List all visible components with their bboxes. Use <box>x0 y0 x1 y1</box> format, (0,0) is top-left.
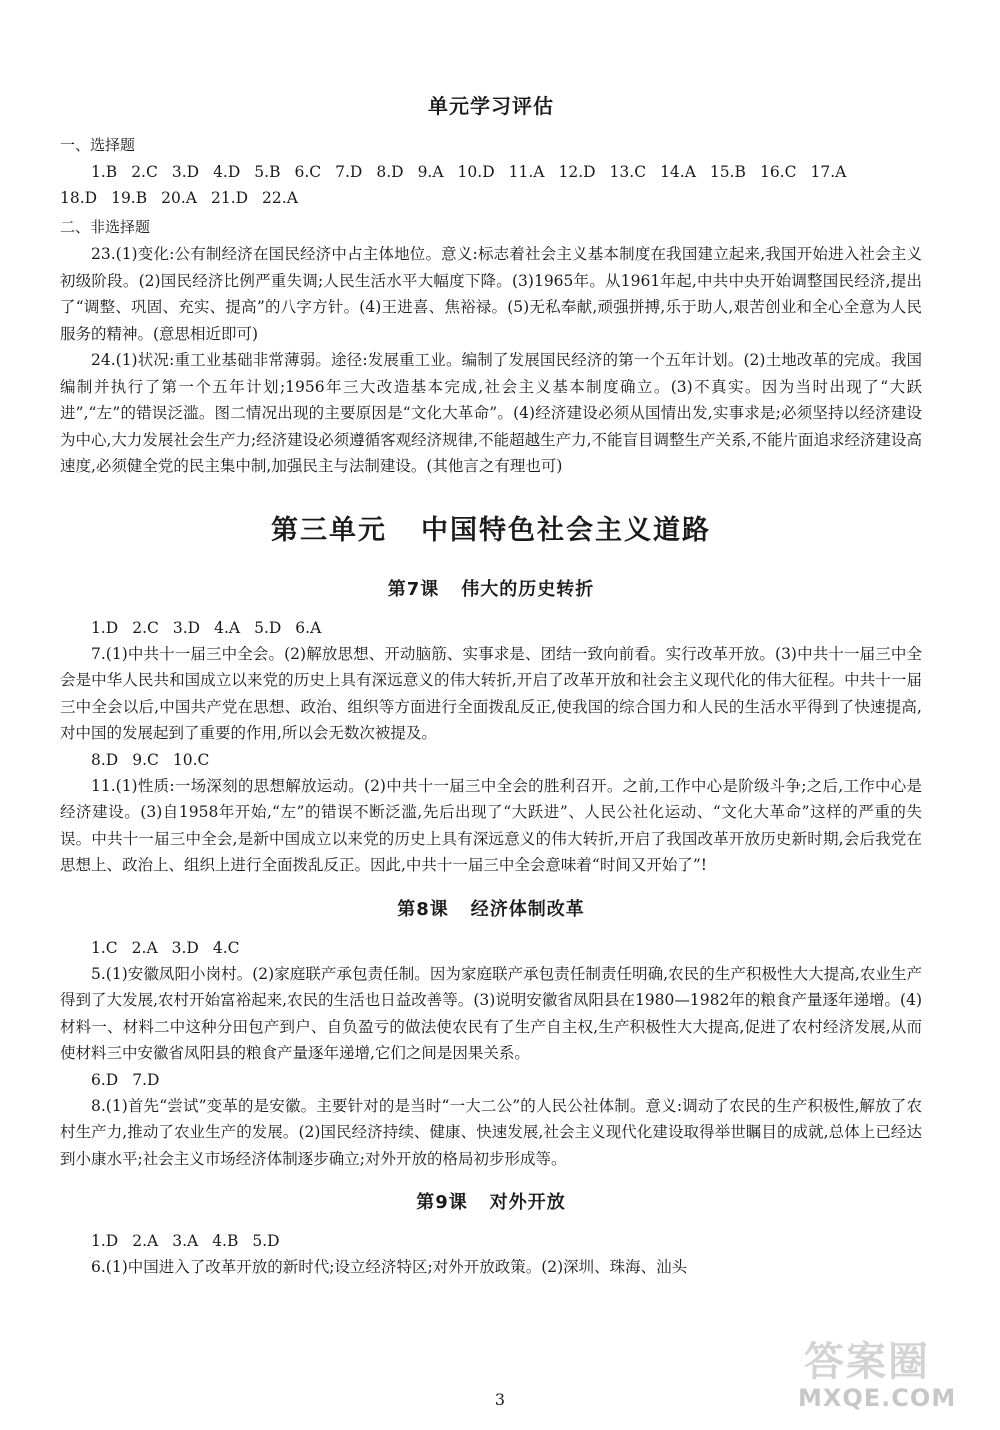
answer-item: 4.D <box>213 163 241 181</box>
lesson8-answer-q8: 8.(1)首先“尝试”变革的是安徽。主要针对的是当时“一大二公”的人民公社体制。意义:调动了农民的生产积极性,解放了农村生产力,推动了农业生产的发展。(2)国民经济持续、健康、快速发展,社会主义现代化建设取得举世瞩目的成就,总体上已经达到小康水平;社会主义市场经济体制逐步确立;对外开放的格局初步形成等。 <box>60 1096 922 1168</box>
unit3-heading <box>60 508 922 547</box>
answer-item: 2.C <box>131 163 158 181</box>
answer-item: 5.B <box>254 163 281 181</box>
answer-item: 9.A <box>417 163 444 181</box>
answer-item: 22.A <box>262 189 298 207</box>
unit3-title: 中国特色社会主义道路 <box>421 514 711 546</box>
answer-item: 5.D <box>254 618 282 637</box>
lesson9-answer-q6: 6.(1)中国进入了改革开放的新时代;设立经济特区;对外开放政策。(2)深圳、珠海、汕头 <box>91 1258 688 1276</box>
answer-q23: 23.(1)变化:公有制经济在国民经济中占主体地位。意义:标志着社会主义基本制度在我国建立起来,我国开始进入社会主义初级阶段。(2)国民经济比例严重失调;人民生活水平大幅度下降。(3)1965年。从1961年起,中共中央开始调整国民经济,提出了“调整、巩固、充实、提高”的八字方针。(4)王进喜、焦裕禄。(5)无私奉献,顽强拼搏,乐于助人,艰苦创业和全心全意为人民服务的精神。(意思相近即可) <box>60 245 922 343</box>
answer-q24: 24.(1)状况:重工业基础非常薄弱。途径:发展重工业。编制了发展国民经济的第一个五年计划。(2)土地改革的完成。我国编制并执行了第一个五年计划;1956年三大改造基本完成,社会主义基本制度确立。(3)不真实。因为当时出现了“大跃进”,“左”的错误泛滥。图二情况出现的主要原因是“文化大革命”。(4)经济建设必须从国情出发,实事求是;必须坚持以经济建设为中心,大力发展社会生产力;经济建设必须遵循客观经济规律,不能超越生产力,不能盲目调整生产关系,不能片面追求经济建设高速度,必须健全党的民主集中制,加强民主与法制建设。(其他言之有理也可) <box>60 351 922 475</box>
lesson8-answers-1 <box>60 935 922 961</box>
answer-item: 8.D <box>91 750 119 769</box>
answer-item: 16.C <box>759 163 797 181</box>
answer-item: 5.D <box>252 1232 280 1250</box>
answer-item: 3.D <box>171 163 200 181</box>
answer-item: 2.C <box>132 618 159 637</box>
answer-item: 9.C <box>132 750 159 769</box>
answer-item: 3.A <box>172 1232 199 1250</box>
nonchoice-heading: 二、非选择题 <box>60 218 151 236</box>
answer-item: 6.A <box>295 618 322 637</box>
answer-item: 10.D <box>457 163 495 181</box>
lesson7-heading <box>60 575 922 601</box>
answer-item: 13.C <box>609 163 647 181</box>
answer-item: 8.D <box>376 163 404 181</box>
unit-review-title: 单元学习评估 <box>428 94 554 118</box>
lesson7-answer-q7: 7.(1)中共十一届三中全会。(2)解放思想、开动脑筋、实事求是、团结一致向前看。实行改革开放。(3)中共十一届三中全会是中华人民共和国成立以来党的历史上具有深远意义的伟大转折,开启了改革开放和社会主义现代化的伟大征程。中共十一届三中全会以后,中国共产党在思想、政治、组织等方面进行全面拨乱反正,使我国的综合国力和人民的生活水平得到了快速提高,对中国的发展起到了重要的作用,所以会无数次被提及。 <box>60 644 922 742</box>
lesson8-title: 经济体制改革 <box>470 898 585 920</box>
answer-item: 1.C <box>91 938 118 957</box>
answer-item: 6.C <box>294 163 322 181</box>
lesson9-label: 第9课 <box>416 1192 468 1213</box>
answer-item: 21.D <box>210 189 249 207</box>
page-number: 3 <box>494 1390 506 1409</box>
lesson8-answer-q5: 5.(1)安徽凤阳小岗村。(2)家庭联产承包责任制。因为家庭联产承包责任制责任明确,农民的生产积极性大大提高,农业生产得到了大发展,农村开始富裕起来,农民的生活也日益改善等。(3)说明安徽省凤阳县在1980—1982年的粮食产量逐年递增。(4)材料一、材料二中这种分田包产到户、自负盈亏的做法使农民有了生产自主权,生产积极性大大提高,促进了农村经济发展,从而使材料三中安徽省凤阳县的粮食产量逐年递增,它们之间是因果关系。 <box>60 964 922 1062</box>
watermark-logo-top: 答案圈 <box>804 1339 930 1385</box>
answer-item: 11.A <box>508 163 545 181</box>
answer-item: 14.A <box>660 163 696 181</box>
unit3-label: 第三单元 <box>271 514 387 546</box>
lesson7-label: 第7课 <box>387 578 440 600</box>
answer-item: 17.A <box>810 163 847 181</box>
answer-item: 1.B <box>91 163 118 181</box>
answer-item: 1.D <box>91 618 119 637</box>
answer-item: 15.B <box>709 163 746 181</box>
answer-item: 2.A <box>132 1232 159 1250</box>
lesson8-answers-2 <box>60 1067 922 1093</box>
watermark-logo <box>790 1330 980 1420</box>
answer-item: 19.B <box>111 189 148 207</box>
answer-item: 6.D <box>91 1070 119 1089</box>
choice-answers-row2 <box>60 185 922 211</box>
answer-item: 12.D <box>558 163 596 181</box>
choice-heading: 一、选择题 <box>60 136 136 154</box>
lesson7-answers-1 <box>60 615 922 641</box>
lesson7-title: 伟大的历史转折 <box>461 578 595 600</box>
watermark-logo-site: MXQE.COM <box>798 1384 957 1412</box>
lesson9-title: 对外开放 <box>489 1192 566 1213</box>
answer-item: 3.D <box>172 618 201 637</box>
document-page <box>60 90 922 1281</box>
answer-item: 7.D <box>132 1070 160 1089</box>
answer-item: 4.A <box>214 618 241 637</box>
answer-item: 7.D <box>335 163 363 181</box>
lesson7-answer-q11: 11.(1)性质:一场深刻的思想解放运动。(2)中共十一届三中全会的胜利召开。之前,工作中心是阶级斗争;之后,工作中心是经济建设。(3)自1958年开始,“左”的错误不断泛滥,先后出现了“大跃进”、人民公社化运动、“文化大革命”这样的严重的失误。中共十一届三中全会,是新中国成立以来党的历史上具有深远意义的伟大转折,开启了我国改革开放历史新时期,会后我党在思想上、政治上、组织上进行全面拨乱反正。因此,中共十一届三中全会意味着“时间又开始了”! <box>60 776 922 874</box>
lesson9-heading <box>60 1188 922 1214</box>
choice-answers-row1 <box>60 159 922 185</box>
lesson7-answers-2 <box>60 747 922 773</box>
answer-item: 4.B <box>212 1232 239 1250</box>
answer-item: 3.D <box>171 938 199 957</box>
answer-item: 18.D <box>60 189 98 207</box>
lesson9-answers-1 <box>60 1228 922 1254</box>
answer-item: 10.C <box>172 750 210 769</box>
answer-item: 20.A <box>161 189 197 207</box>
answer-item: 1.D <box>91 1232 119 1250</box>
answer-item: 4.C <box>212 938 240 957</box>
lesson8-label: 第8课 <box>397 898 449 920</box>
lesson8-heading <box>60 895 922 921</box>
answer-item: 2.A <box>131 938 158 957</box>
